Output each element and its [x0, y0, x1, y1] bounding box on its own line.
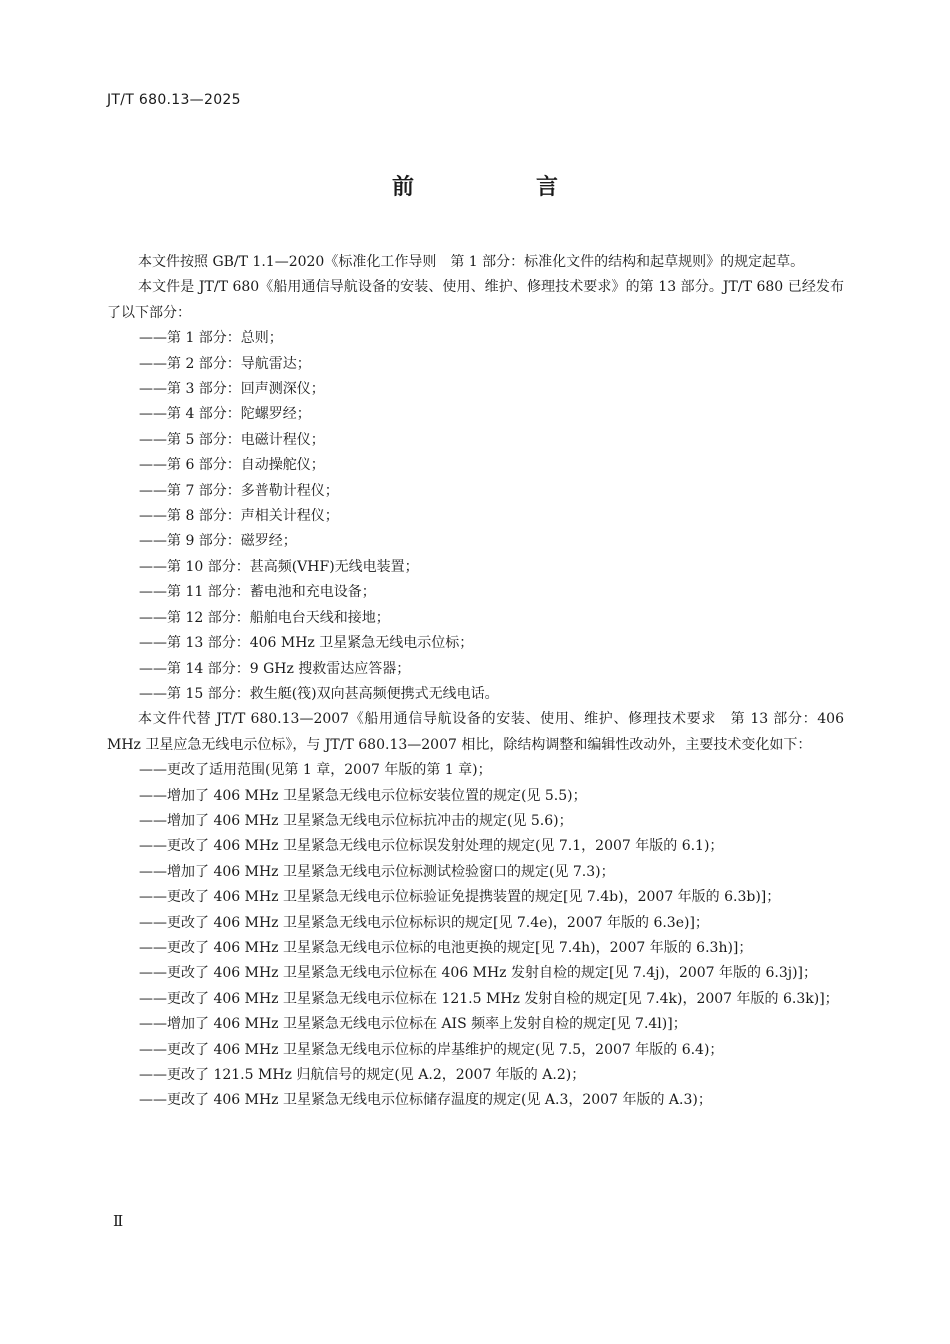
- list-item: ——第 8 部分：声相关计程仪；: [139, 508, 339, 525]
- list-item: ——增加了 406 MHz 卫星紧急无线电示位标安装位置的规定(见 5.5)；: [139, 787, 587, 804]
- list-item: ——第 14 部分：9 GHz 搜救雷达应答器；: [139, 660, 411, 677]
- list-item: ——第 1 部分：总则；: [139, 330, 283, 347]
- changes-list: [107, 758, 844, 1114]
- page-title: 前 言: [391, 175, 608, 200]
- list-item: ——增加了 406 MHz 卫星紧急无线电示位标在 AIS 频率上发射自检的规定[见 7.4l)]；: [139, 1016, 687, 1033]
- parts-list: [107, 326, 844, 707]
- list-item: ——更改了 406 MHz 卫星紧急无线电示位标在 121.5 MHz 发射自检的规定[见 7.4k)，2007 年版的 6.3k)]；: [139, 990, 839, 1007]
- document-code-header: JT/T 680.13—2025: [107, 92, 241, 108]
- list-item: ——第 7 部分：多普勒计程仪；: [139, 482, 339, 499]
- list-item: ——第 9 部分：磁罗经；: [139, 533, 297, 550]
- list-item: ——更改了适用范围(见第 1 章，2007 年版的第 1 章)；: [139, 762, 492, 779]
- list-item: ——增加了 406 MHz 卫星紧急无线电示位标测试检验窗口的规定(见 7.3)；: [139, 863, 615, 880]
- intro-paragraph-2: 本文件是 JT/T 680《船用通信导航设备的安装、使用、维护、修理技术要求》的第 13 部分。JT/T 680 已经发布了以下部分：: [107, 279, 844, 321]
- list-item: ——增加了 406 MHz 卫星紧急无线电示位标抗冲击的规定(见 5.6)；: [139, 812, 573, 829]
- list-item: ——更改了 406 MHz 卫星紧急无线电示位标的电池更换的规定[见 7.4h)，2007 年版的 6.3h)]；: [139, 939, 753, 956]
- intro-paragraph-1: 本文件按照 GB/T 1.1—2020《标准化工作导则 第 1 部分：标准化文件的结构和起草规则》的规定起草。: [138, 254, 805, 270]
- list-item: ——更改了 121.5 MHz 归航信号的规定(见 A.2，2007 年版的 A.2)；: [139, 1067, 586, 1083]
- list-item: ——第 3 部分：回声测深仪；: [139, 381, 325, 398]
- list-item: ——第 12 部分：船舶电台天线和接地；: [139, 609, 390, 626]
- list-item: ——第 13 部分：406 MHz 卫星紧急无线电示位标；: [139, 635, 474, 652]
- page-number: Ⅱ: [113, 1212, 124, 1230]
- list-item: ——更改了 406 MHz 卫星紧急无线电示位标标识的规定[见 7.4e)，2007 年版的 6.3e)]；: [139, 914, 709, 931]
- list-item: ——更改了 406 MHz 卫星紧急无线电示位标验证免提携装置的规定[见 7.4b)，2007 年版的 6.3b)]；: [139, 889, 781, 906]
- list-item: ——第 2 部分：导航雷达；: [139, 355, 311, 372]
- list-item: ——第 6 部分：自动操舵仪；: [139, 457, 325, 474]
- list-item: ——第 11 部分：蓄电池和充电设备；: [139, 584, 376, 601]
- foreword-content: [107, 250, 844, 1114]
- list-item: ——第 4 部分：陀螺罗经；: [139, 406, 311, 423]
- replacement-paragraph: 本文件代替 JT/T 680.13—2007《船用通信导航设备的安装、使用、维护、修理技术要求 第 13 部分：406 MHz 卫星应急无线电示位标》，与 JT/T 680.13—2007 相比，除结构调整和编辑性改动外，主要技术变化如下：: [107, 711, 844, 753]
- list-item: ——第 15 部分：救生艇(筏)双向甚高频便携式无线电话。: [139, 685, 499, 702]
- list-item: ——第 10 部分：甚高频(VHF)无线电装置；: [139, 558, 419, 575]
- list-item: ——更改了 406 MHz 卫星紧急无线电示位标误发射处理的规定(见 7.1，2007 年版的 6.1)；: [139, 838, 724, 855]
- list-item: ——更改了 406 MHz 卫星紧急无线电示位标的岸基维护的规定(见 7.5，2007 年版的 6.4)；: [139, 1041, 724, 1058]
- list-item: ——更改了 406 MHz 卫星紧急无线电示位标在 406 MHz 发射自检的规定[见 7.4j)，2007 年版的 6.3j)]；: [139, 965, 818, 982]
- list-item: ——更改了 406 MHz 卫星紧急无线电示位标储存温度的规定(见 A.3，2007 年版的 A.3)；: [139, 1092, 712, 1109]
- list-item: ——第 5 部分：电磁计程仪；: [139, 431, 325, 448]
